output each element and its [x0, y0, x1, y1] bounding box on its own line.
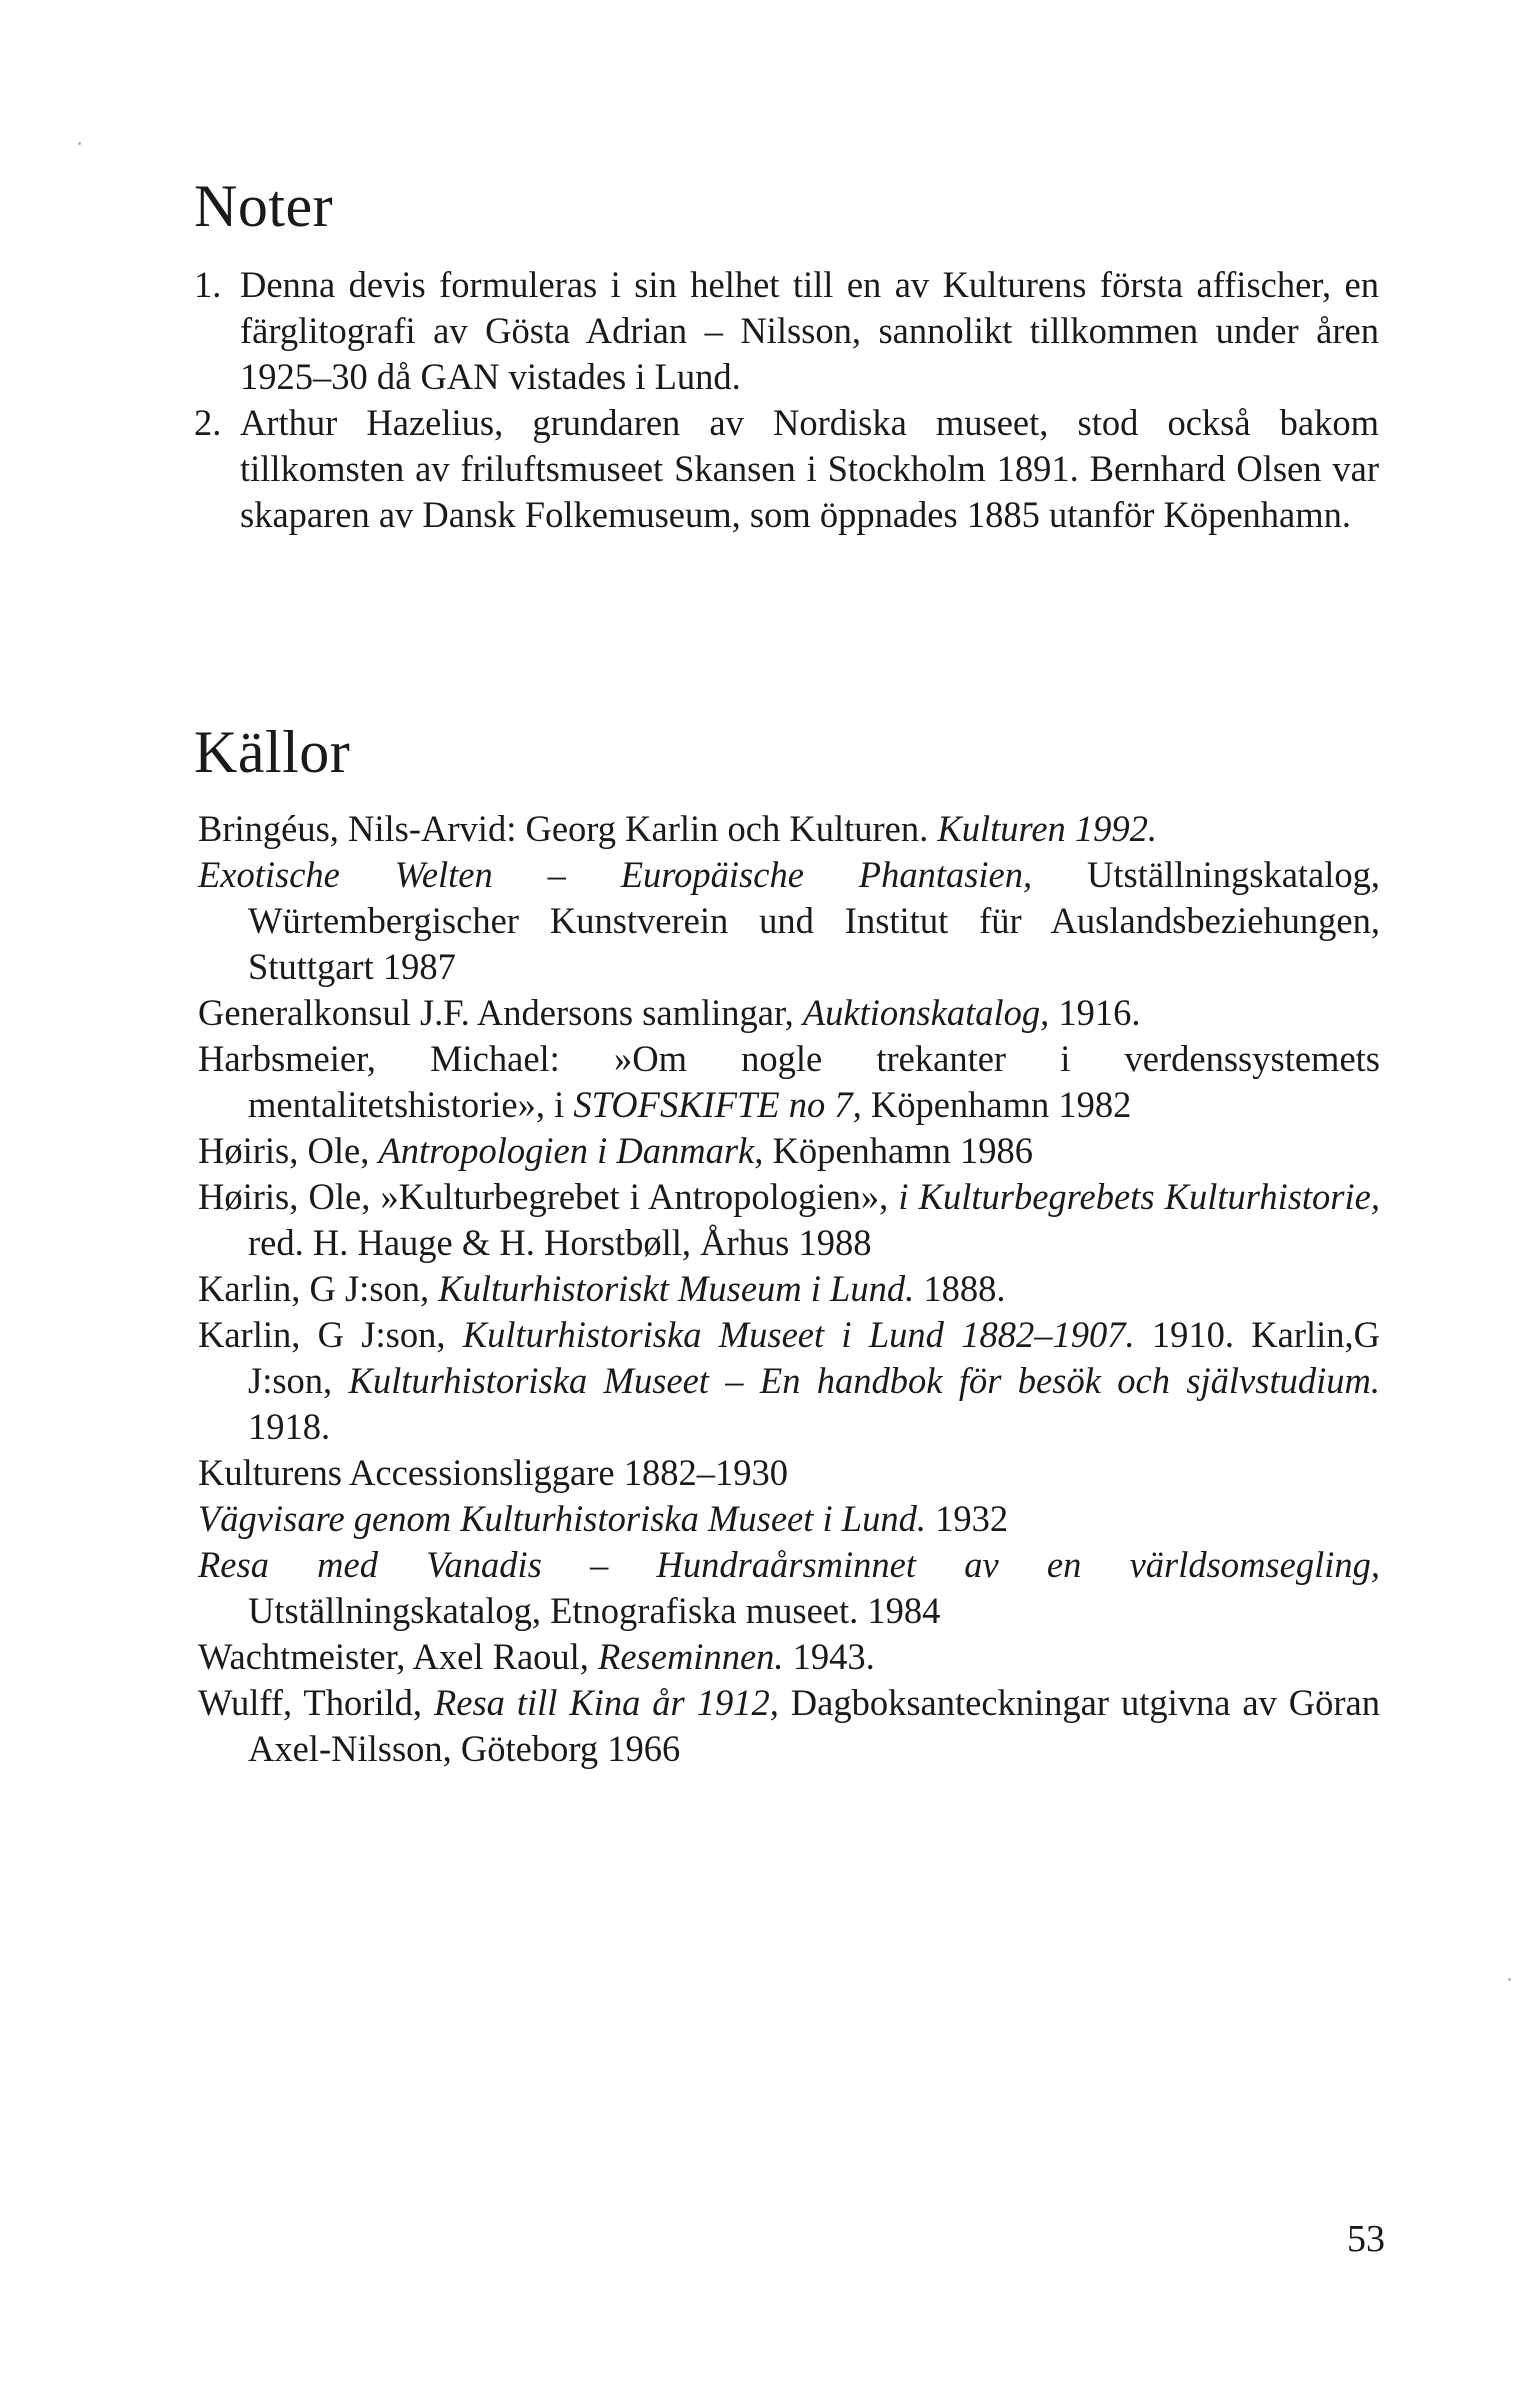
sources-list [198, 806, 1380, 1772]
source-title: Antropologien i Danmark, [378, 1130, 764, 1171]
source-title: Reseminnen. [598, 1636, 784, 1677]
source-entry [198, 1174, 1380, 1266]
source-title: STOFSKIFTE no 7, [573, 1084, 862, 1125]
source-text: 1916. [1049, 992, 1141, 1033]
notes-heading: Noter [194, 173, 334, 239]
source-text: Wachtmeister, Axel Raoul, [198, 1636, 599, 1677]
source-text: Köpenhamn 1982 [861, 1084, 1132, 1125]
scan-speck [78, 142, 81, 145]
scan-speck [1508, 1978, 1511, 1981]
source-text: Bringéus, Nils-Arvid: Georg Karlin och Kulturen. [198, 808, 938, 849]
source-title: Exotische Welten – Europäische Phantasien, [198, 854, 1033, 895]
note-item [194, 262, 1379, 400]
source-title: Resa till Kina år 1912, [433, 1682, 779, 1723]
source-text: 1932 [925, 1498, 1009, 1539]
source-text: red. H. Hauge & H. Horstbøll, Århus 1988 [248, 1222, 872, 1263]
source-text: 1918. [248, 1406, 331, 1447]
note-number: 1. [194, 264, 222, 305]
source-entry [198, 1634, 1380, 1680]
source-entry [198, 1496, 1380, 1542]
sources-heading: Källor [194, 719, 351, 785]
source-entry [198, 1128, 1380, 1174]
note-number: 2. [194, 402, 222, 443]
source-text: 1943. [783, 1636, 875, 1677]
source-text: Høiris, Ole, [198, 1130, 379, 1171]
source-title: Vägvisare genom Kulturhistoriska Museet i Lund. [198, 1498, 926, 1539]
source-entry [198, 1266, 1380, 1312]
source-text: Wulff, Thorild, [198, 1682, 434, 1723]
source-entry [198, 806, 1380, 852]
note-text: Arthur Hazelius, grundaren av Nordiska museet, stod också bakom tillkomsten av friluftsmuseet Skansen i Stockholm 1891. Bernhard Olsen var skaparen av Dansk Folkemuseum, som öppnades 1885 utanför Köpenhamn. [240, 402, 1379, 535]
source-text: 1910. Karlin,G J:son, [248, 1314, 1381, 1401]
source-text: Utställningskatalog, Etnografiska museet. 1984 [248, 1590, 941, 1631]
source-text: Karlin, G J:son, [198, 1314, 463, 1355]
notes-list [194, 262, 1379, 538]
note-item [194, 400, 1379, 538]
source-entry [198, 1312, 1380, 1450]
source-entry [198, 990, 1380, 1036]
source-entry [198, 1450, 1380, 1496]
source-text: Köpenhamn 1986 [763, 1130, 1034, 1171]
source-text: Generalkonsul J.F. Andersons samlingar, [198, 992, 803, 1033]
note-text: Denna devis formuleras i sin helhet till en av Kulturens första affischer, en färglitografi av Gösta Adrian – Nilsson, sannolikt tillkommen under åren 1925–30 då GAN vistades i Lund. [240, 264, 1379, 397]
source-entry [198, 1036, 1380, 1128]
source-title: Kulturen 1992. [937, 808, 1158, 849]
source-text: Dagboksanteckningar utgivna av Göran Axel-Nilsson, Göteborg 1966 [248, 1682, 1380, 1769]
source-entry [198, 1680, 1380, 1772]
source-text: Harbsmeier, Michael: »Om nogle trekanter i verdenssystemets mentalitetshistorie», i [198, 1038, 1380, 1125]
source-entry [198, 852, 1380, 990]
page-number: 53 [1347, 2218, 1385, 2260]
source-title: Kulturhistoriska Museet i Lund 1882–1907. [462, 1314, 1135, 1355]
source-title: i Kulturbegrebets Kulturhistorie, [898, 1176, 1380, 1217]
source-text: 1888. [914, 1268, 1006, 1309]
source-title: Auktionskatalog, [802, 992, 1050, 1033]
source-text: Høiris, Ole, »Kulturbegrebet i Antropologien», [198, 1176, 899, 1217]
source-title: Resa med Vanadis – Hundraårsminnet av en världsomsegling, [198, 1544, 1380, 1585]
source-title: Kulturhistoriskt Museum i Lund. [438, 1268, 915, 1309]
source-title: Kulturhistoriska Museet – En handbok för besök och självstudium. [348, 1360, 1380, 1401]
source-text: Kulturens Accessionsliggare 1882–1930 [198, 1452, 788, 1493]
source-text: Utställningskatalog, Würtembergischer Kunstverein und Institut für Auslandsbeziehungen, Stuttgart 1987 [248, 854, 1380, 987]
source-text: Karlin, G J:son, [198, 1268, 439, 1309]
source-entry [198, 1542, 1380, 1634]
